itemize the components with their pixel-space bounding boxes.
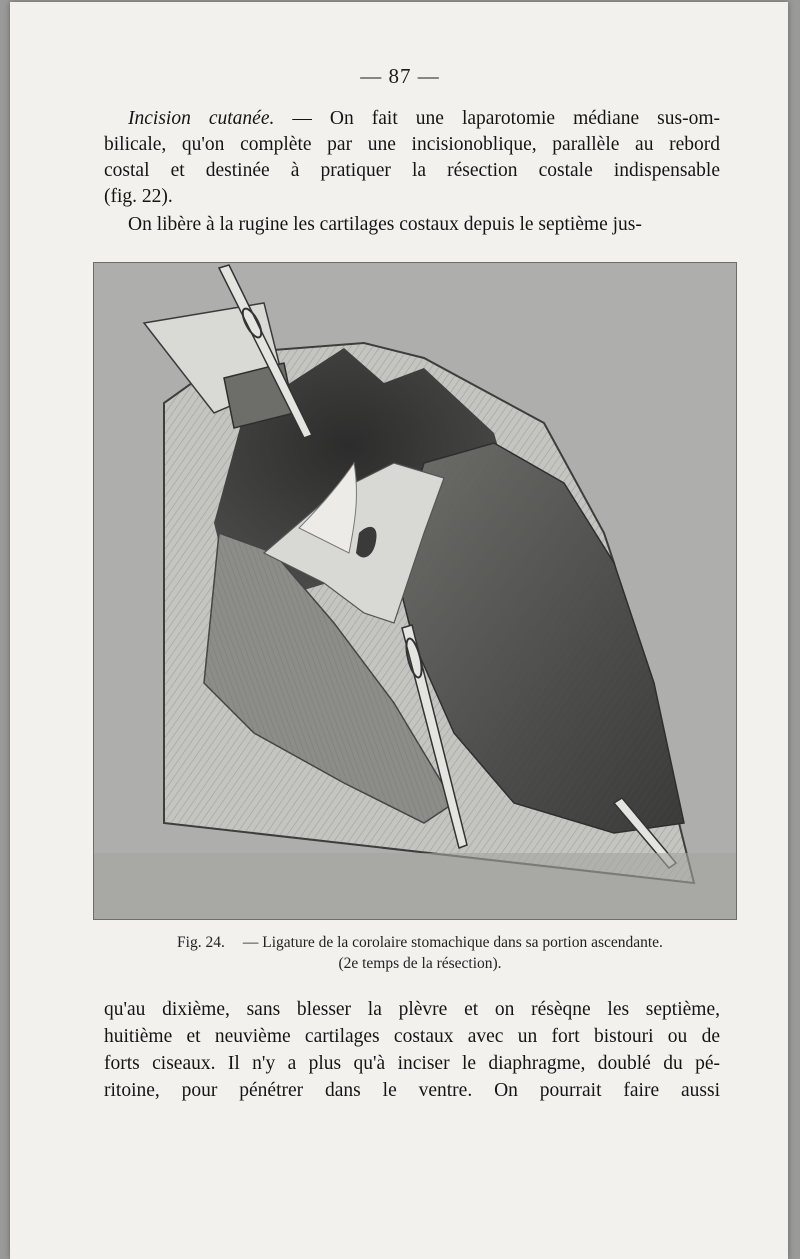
paragraph-line: huitième et neuvième cartilages costaux avec un fort bistouri ou de bbox=[104, 1026, 720, 1047]
italic-heading: Incision cutanée. bbox=[128, 108, 275, 129]
caption-line: (2e temps de la résection). bbox=[338, 955, 502, 972]
paragraph-text: — On fait une laparotomie médiane sus-om- bbox=[274, 108, 720, 129]
caption-text: — Ligature de la corolaire stomachique dans sa portion ascendante. bbox=[242, 934, 663, 951]
paragraph-incision bbox=[104, 106, 720, 238]
paragraph-line: forts ciseaux. Il n'y a plus qu'à inciser le diaphragme, doublé du pé- bbox=[104, 1053, 720, 1074]
paragraph-line: ritoine, pour pénétrer dans le ventre. On pourrait faire aussi bbox=[104, 1080, 720, 1101]
surgical-drawing bbox=[94, 263, 736, 919]
paragraph-line: bilicale, qu'on complète par une incisionoblique, parallèle au rebord bbox=[104, 134, 720, 155]
page-number: — 87 — bbox=[360, 64, 440, 88]
paragraph-line: qu'au dixième, sans blesser la plèvre et on résèqne les septième, bbox=[104, 999, 720, 1020]
paragraph-line bbox=[104, 212, 720, 238]
caption-line bbox=[110, 932, 730, 953]
paragraph-line bbox=[104, 106, 720, 132]
paragraph-continuation bbox=[104, 996, 720, 1104]
paragraph-line: costal et destinée à pratiquer la résection costale indispensable bbox=[104, 160, 720, 181]
figure-caption bbox=[110, 932, 730, 974]
surgical-illustration bbox=[93, 262, 737, 920]
paragraph-text: On libère à la rugine les cartilages costaux depuis le septième jus- bbox=[128, 214, 642, 235]
paragraph-line: (fig. 22). bbox=[104, 186, 173, 207]
figure-label: Fig. 24. bbox=[177, 934, 225, 951]
